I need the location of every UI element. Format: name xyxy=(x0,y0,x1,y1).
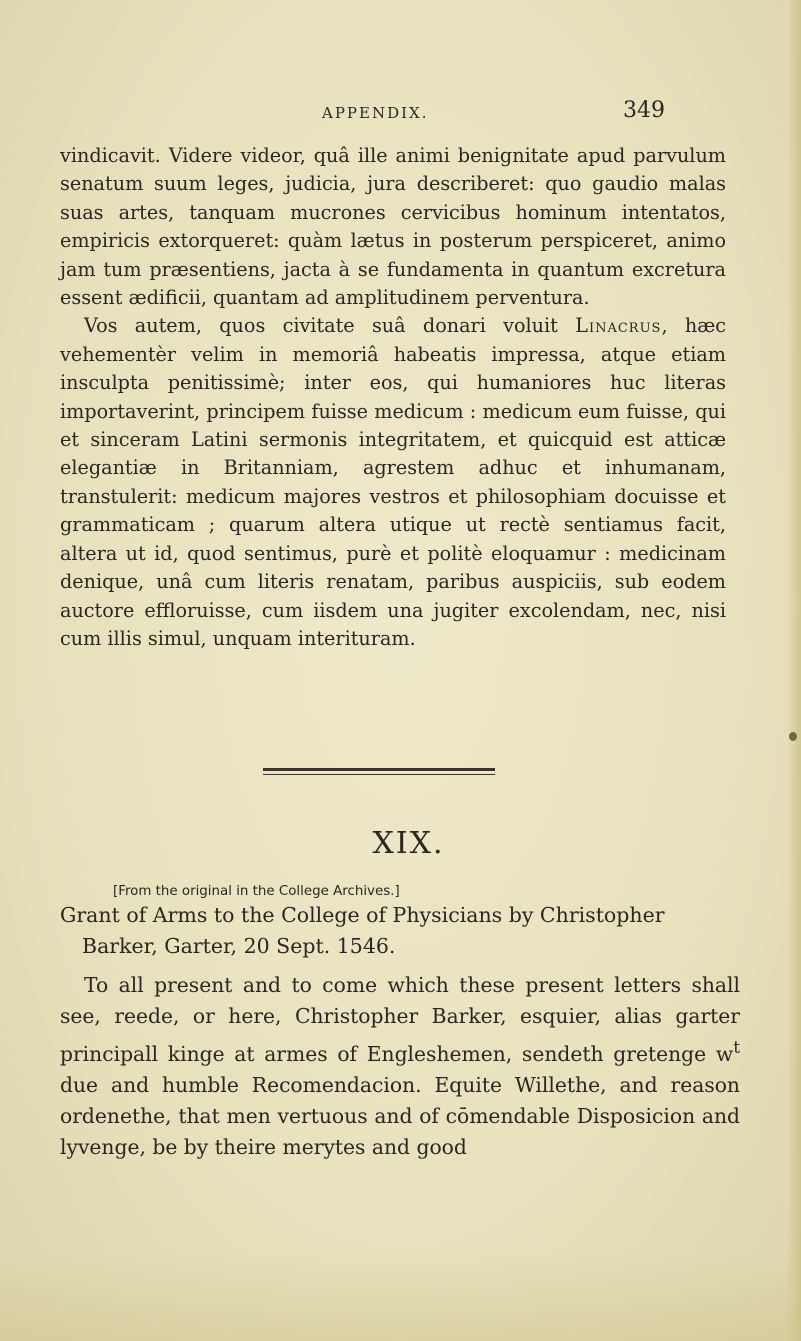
latin-text-block xyxy=(60,142,726,653)
english-text-start: To all present and to come which these present letters shall see, reede, or here, Christopher Barker, esquier, alias garter principall kinge at armes of Engleshemen, sendeth gretenge w xyxy=(60,973,740,1066)
entry-heading-line-1: Grant of Arms to the College of Physicians by Christopher xyxy=(60,903,665,927)
latin-paragraph-1: vindicavit. Videre videor, quâ ille animi benignitate apud parvulum senatum suum leges, judicia, jura describeret: quo gaudio malas suas artes, tanquam mucrones cervicibus hominum intentatos, empiricis extorqueret: quàm lætus in posterum perspiceret, animo jam tum præsentiens, jacta à se fundamenta in quantum excretura essent ædificii, quantam ad amplitudinem perventura. xyxy=(60,144,726,310)
page-edge-shadow xyxy=(787,0,801,1341)
name-linacrus: Linacrus xyxy=(575,314,662,338)
source-note: [From the original in the College Archives.] xyxy=(113,884,400,899)
latin-paragraph-2-rest: , hæc vehementèr velim in memoriâ habeatis impressa, atque etiam insculpta penitissimè; inter eos, qui humaniores huc literas importaverint, principem fuisse medicum : medicum eum fuisse, qui et sinceram Latini sermonis integritatem, et quicquid est atticæ elegantiæ in Britanniam, agrestem adhuc et inhumanam, transtulerit: medicum majores vestros et philosophiam docuisse et grammaticam ; quarum altera utique ut rectè sentiamus facit, altera ut id, quod sentimus, purè et politè eloquamur : medicinam denique, unâ cum literis renatam, paribus auspiciis, sub eodem auctore effloruisse, cum iisdem una jugiter excolendam, nec, nisi cum illis simul, unquam interituram. xyxy=(60,314,726,650)
latin-paragraph-2-start: Vos autem, quos civitate suâ donari voluit xyxy=(84,314,558,338)
section-divider-thin xyxy=(263,774,495,775)
paper-stain xyxy=(0,1251,801,1341)
page-number: 349 xyxy=(623,98,665,123)
section-divider-thick xyxy=(263,768,495,771)
english-text-rest: due and humble Recomendacion. Equite Willethe, and reason ordenethe, that men vertuous and of cōmendable Disposicion and lyvenge, be by theire merytes and good xyxy=(60,1072,740,1159)
entry-heading-line-2: Barker, Garter, 20 Sept. 1546. xyxy=(82,934,396,958)
english-text-block xyxy=(60,970,740,1163)
running-head: APPENDIX. xyxy=(322,104,429,122)
english-paragraph xyxy=(60,970,740,1163)
entry-heading xyxy=(60,900,760,962)
latin-paragraph-2 xyxy=(60,312,726,653)
section-number: XIX. xyxy=(372,826,445,861)
superscript-t: t xyxy=(733,1037,740,1057)
ink-spot xyxy=(789,732,797,741)
